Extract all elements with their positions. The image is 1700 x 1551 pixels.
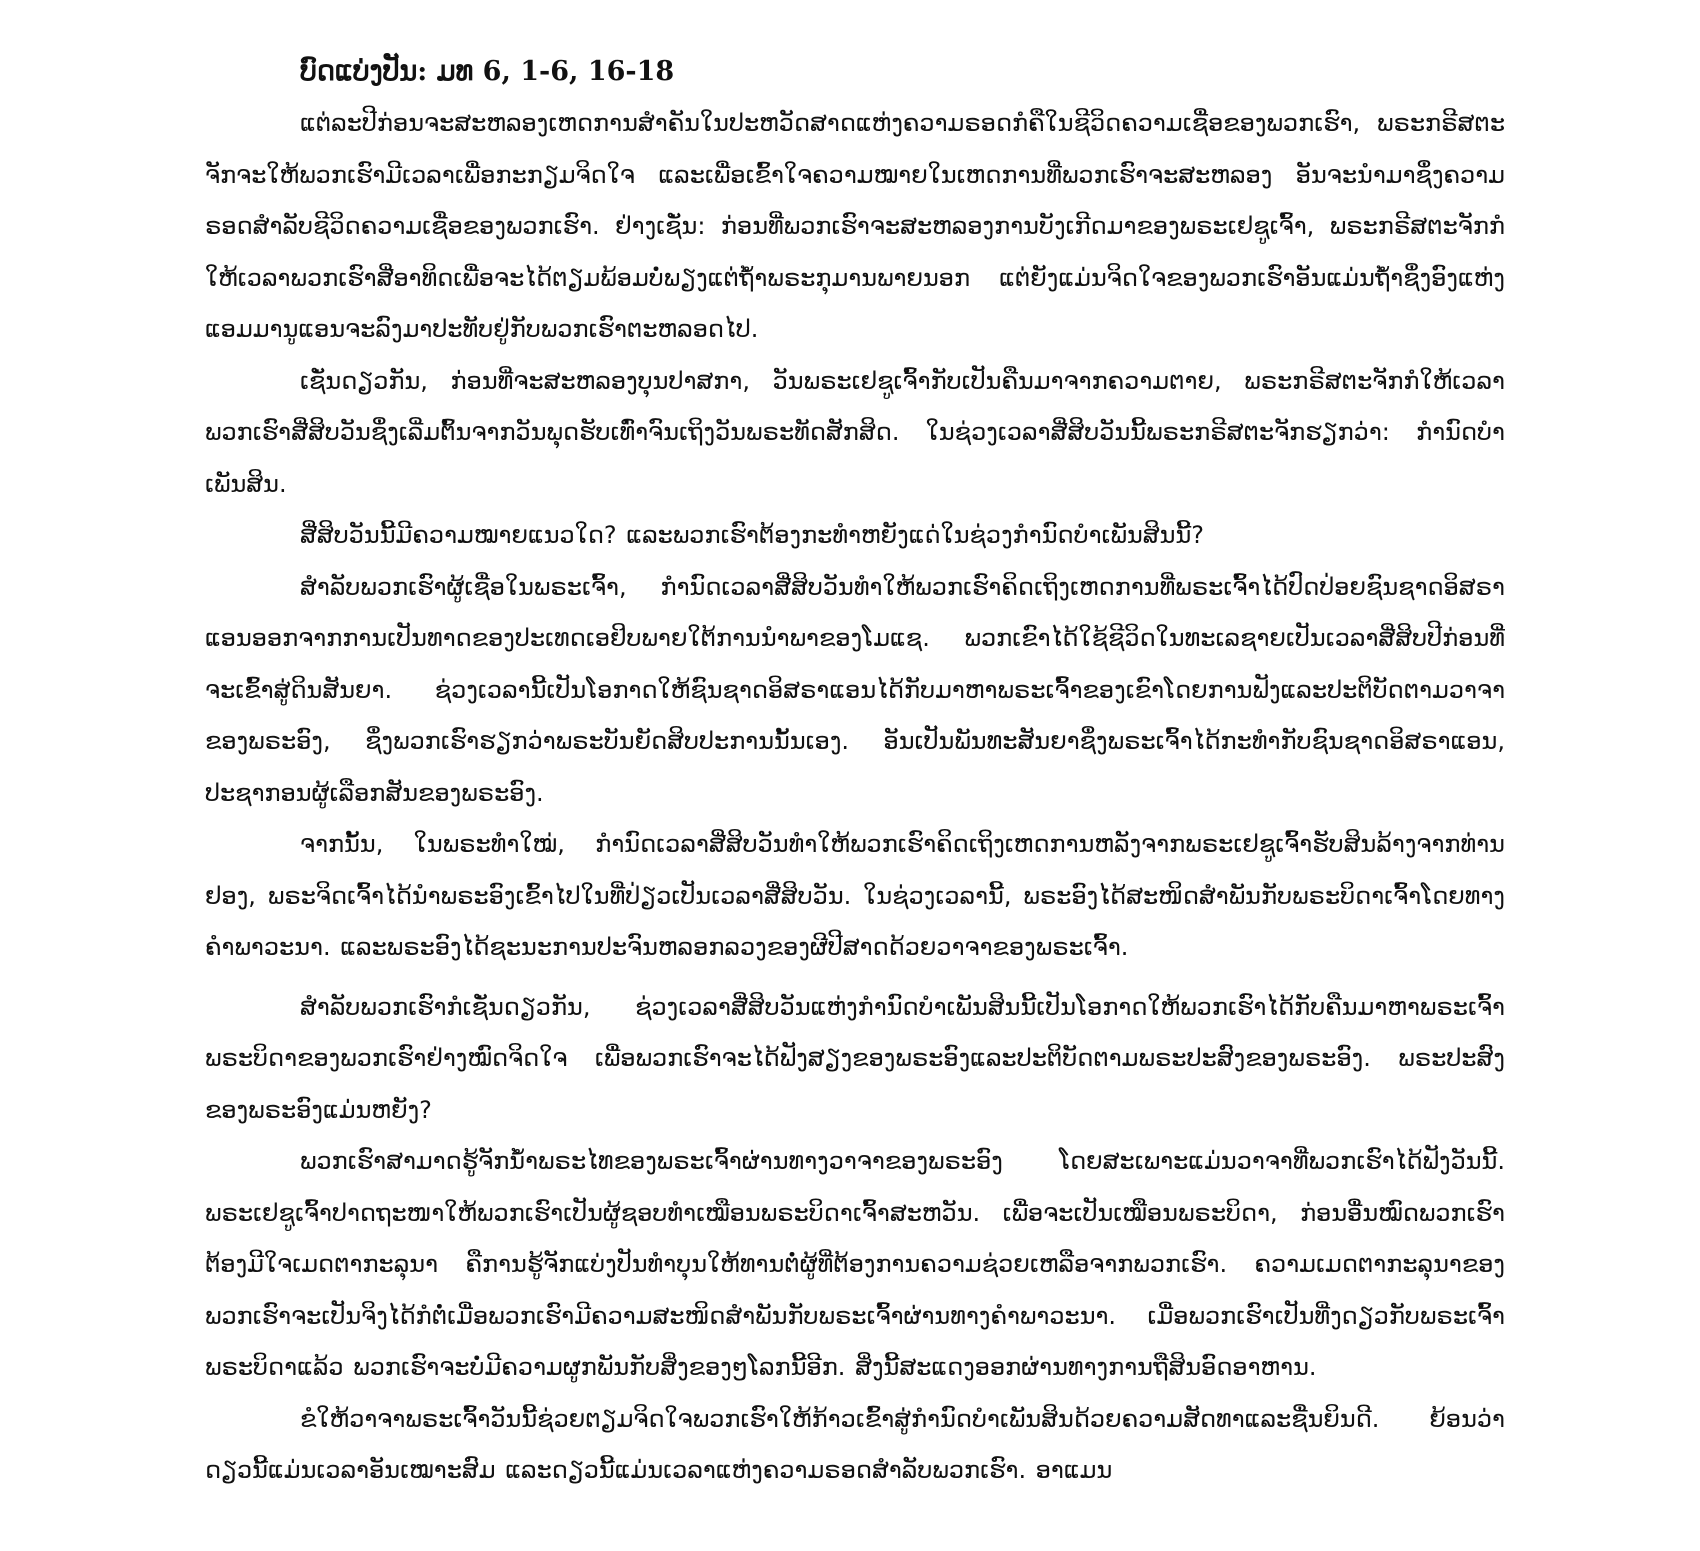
paragraph-5: ຈາກນັ້ນ, ໃນພຣະທຳໃໝ່, ກຳນົດເວລາສີ່ສິບວັນທຳໃຫ້ພວກເຮົາຄິດເຖິງເຫດການຫລັງຈາກພຣະເຢຊູເຈົ້າຮັບສິນລ້າງຈາກທ່ານຢອງ, ພຣະຈິດເຈົ້າໄດ້ນຳພຣະອົງເຂົ້າໄປໃນທີ່ປ່ຽວເປັນເວລາສີ່ສິບວັນ. ໃນຊ່ວງເວລານີ້, ພຣະອົງໄດ້ສະໜິດສຳພັນກັບພຣະບິດາເຈົ້າໂດຍທາງຄຳພາວະນາ. ແລະພຣະອົງໄດ້ຊະນະການປະຈົນຫລອກລວງຂອງຜີປີສາດດ້ວຍວາຈາຂອງພຣະເຈົ້າ. <box>205 830 1505 961</box>
document-page <box>205 52 1505 1497</box>
paragraph-3: ສີ່ສິບວັນນີ້ມີຄວາມໝາຍແນວໃດ? ແລະພວກເຮົາຕ້ອງກະທຳຫຍັງແດ່ໃນຊ່ວງກຳນົດບຳເພັນສິນນີ້? <box>300 521 1205 549</box>
paragraph-1: ແຕ່ລະປີກ່ອນຈະສະຫລອງເຫດການສຳຄັນໃນປະຫວັດສາດແຫ່ງຄວາມຣອດກໍຄືໃນຊີວິດຄວາມເຊື່ອຂອງພວກເຮົາ, ພຣະກຣີສຕະຈັກຈະໃຫ້ພວກເຮົາມີເວລາເພື່ອກະກຽມຈິດໃຈ ແລະເພື່ອເຂົ້າໃຈຄວາມໝາຍໃນເຫດການທີ່ພວກເຮົາຈະສະຫລອງ ອັນຈະນຳມາຊຶ່ງຄວາມຣອດສຳລັບຊີວິດຄວາມເຊື່ອຂອງພວກເຮົາ. ຢ່າງເຊັ່ນ: ກ່ອນທີ່ພວກເຮົາຈະສະຫລອງການບັງເກີດມາຂອງພຣະເຢຊູເຈົ້າ, ພຣະກຣີສຕະຈັກກໍໃຫ້ເວລາພວກເຮົາສີ່ອາທິດເພື່ອຈະໄດ້ຕຽມພ້ອມບໍ່ພຽງແຕ່ຖໍ້າພຣະກຸມານພາຍນອກ ແຕ່ຍັງແມ່ນຈິດໃຈຂອງພວກເຮົາອັນແມ່ນຖໍ້າຊຶ່ງອົງແຫ່ງແອມມານູແອນຈະລົງມາປະທັບຢູ່ກັບພວກເຮົາຕະຫລອດໄປ. <box>205 109 1505 343</box>
paragraph-6: ສຳລັບພວກເຮົາກໍເຊັ່ນດຽວກັນ, ຊ່ວງເວລາສີ່ສິບວັນແຫ່ງກຳນົດບຳເພັນສິນນີ້ເປັນໂອກາດໃຫ້ພວກເຮົາໄດ້ກັບຄືນມາຫາພຣະເຈົ້າພຣະບິດາຂອງພວກເຮົາຢ່າງໝົດຈິດໃຈ ເພື່ອພວກເຮົາຈະໄດ້ຟັງສຽງຂອງພຣະອົງແລະປະຕິບັດຕາມພຣະປະສົງຂອງພຣະອົງ. ພຣະປະສົງຂອງພຣະອົງແມ່ນຫຍັງ? <box>205 992 1505 1124</box>
document-heading: ບົດແບ່ງປັນ: ມທ 6, 1-6, 16-18 <box>300 56 675 87</box>
paragraph-7: ພວກເຮົາສາມາດຮູ້ຈັກນໍ້າພຣະໄທຂອງພຣະເຈົ້າຜ່ານທາງວາຈາຂອງພຣະອົງ ໂດຍສະເພາະແມ່ນວາຈາທີ່ພວກເຮົາໄດ້ຟັງວັນນີ້. ພຣະເຢຊູເຈົ້າປາດຖະໜາໃຫ້ພວກເຮົາເປັນຜູ້ຊອບທຳເໝືອນພຣະບິດາເຈົ້າສະຫວັນ. ເພື່ອຈະເປັນເໝືອນພຣະບິດາ, ກ່ອນອື່ນໝົດພວກເຮົາຕ້ອງມີໃຈເມດຕາກະລຸນາ ຄືການຮູ້ຈັກແບ່ງປັນທຳບຸນໃຫ້ທານຕໍ່ຜູ້ທີ່ຕ້ອງການຄວາມຊ່ວຍເຫລືອຈາກພວກເຮົາ. ຄວາມເມດຕາກະລຸນາຂອງພວກເຮົາຈະເປັນຈິງໄດ້ກໍຕໍ່ເມື່ອພວກເຮົາມີຄວາມສະໜິດສຳພັນກັບພຣະເຈົ້າຜ່ານທາງຄຳພາວະນາ. ເມື່ອພວກເຮົາເປັນທີ່ງດຽວກັບພຣະເຈົ້າພຣະບິດາແລ້ວ ພວກເຮົາຈະບໍ່ມີຄວາມຜູກພັນກັບສິ່ງຂອງໆໂລກນີ້ອີກ. ສິ່ງນີ້ສະແດງອອກຜ່ານທາງການຖືສິນອົດອາຫານ. <box>205 1147 1505 1381</box>
paragraph-4: ສຳລັບພວກເຮົາຜູ້ເຊື່ອໃນພຣະເຈົ້າ, ກຳນົດເວລາສີ່ສິບວັນທຳໃຫ້ພວກເຮົາຄິດເຖິງເຫດການທີ່ພຣະເຈົ້າໄດ້ປົດປ່ອຍຊົນຊາດອິສຣາແອນອອກຈາກການເປັນທາດຂອງປະເທດເອຢິບພາຍໃຕ້ການນຳພາຂອງໂມແຊ. ພວກເຂົາໄດ້ໃຊ້ຊີວິດໃນທະເລຊາຍເປັນເວລາສີ່ສິບປີກ່ອນທີ່ຈະເຂົ້າສູ່ດິນສັນຍາ. ຊ່ວງເວລານີ້ເປັນໂອກາດໃຫ້ຊົນຊາດອິສຣາແອນໄດ້ກັບມາຫາພຣະເຈົ້າຂອງເຂົາໂດຍການຟັງແລະປະຕິບັດຕາມວາຈາຂອງພຣະອົງ, ຊຶ່ງພວກເຮົາຮຽກວ່າພຣະບັນຍັດສິບປະການນັ້ນເອງ. ອັນເປັນພັນທະສັນຍາຊຶ່ງພຣະເຈົ້າໄດ້ກະທຳກັບຊົນຊາດອິສຣາແອນ, ປະຊາກອນຜູ້ເລືອກສັນຂອງພຣະອົງ. <box>205 572 1505 807</box>
paragraph-2: ເຊັ່ນດຽວກັນ, ກ່ອນທີ່ຈະສະຫລອງບຸນປາສກາ, ວັນພຣະເຢຊູເຈົ້າກັບເປັນຄືນມາຈາກຄວາມຕາຍ, ພຣະກຣີສຕະຈັກກໍໃຫ້ເວລາພວກເຮົາສີ່ສິບວັນຊຶ່ງເລີ່ມຕົ້ນຈາກວັນພຸດຮັບເທົ່າຈົນເຖິງວັນພຣະທັດສັກສິດ. ໃນຊ່ວງເວລາສີ່ສິບວັນນີ້ພຣະກຣີສຕະຈັກຮຽກວ່າ: ກຳນົດບຳເພັນສິນ. <box>205 366 1505 498</box>
paragraph-8: ຂໍໃຫ້ວາຈາພຣະເຈົ້າວັນນີ້ຊ່ວຍຕຽມຈິດໃຈພວກເຮົາໃຫ້ກ້າວເຂົ້າສູ່ກຳນົດບຳເພັນສິນດ້ວຍຄວາມສັດທາແລະຊື່ນຍິນດີ. ຍ້ອນວ່າດຽວນີ້ແມ່ນເວລາອັນເໝາະສົມ ແລະດຽວນີ້ແມ່ນເວລາແຫ່ງຄວາມຣອດສຳລັບພວກເຮົາ. ອາແມນ <box>205 1404 1505 1484</box>
